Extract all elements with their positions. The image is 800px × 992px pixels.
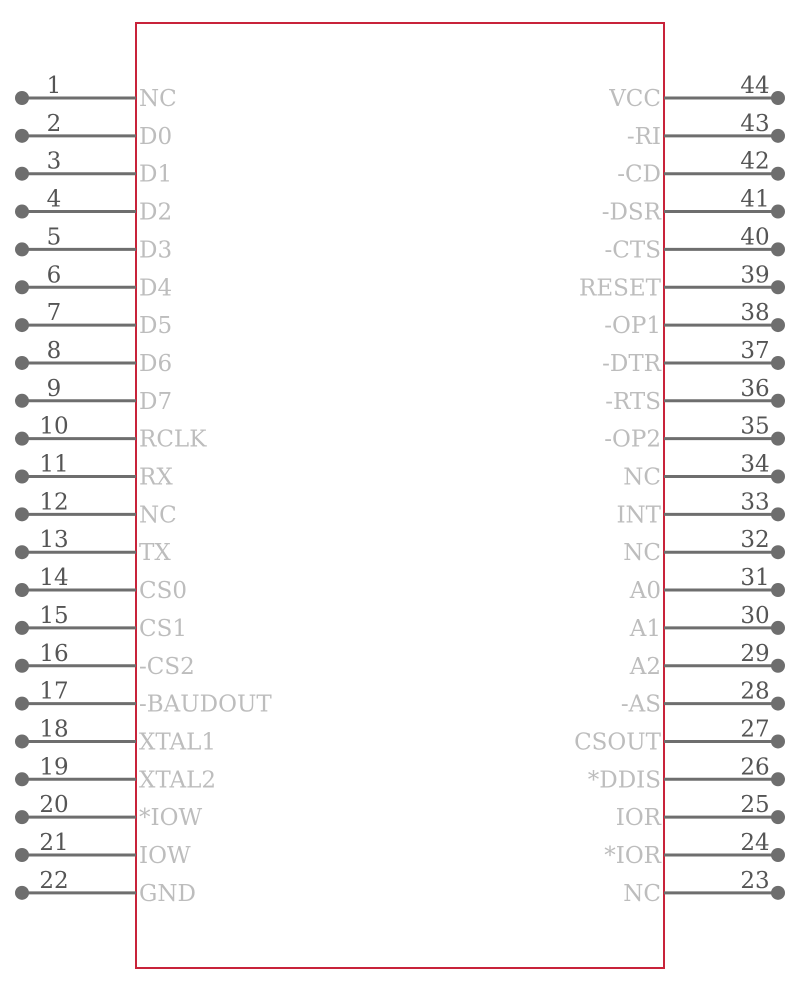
- pin-number: 38: [740, 300, 770, 327]
- pin-23: [623, 868, 785, 907]
- pin-name: D2: [139, 199, 173, 226]
- pin-name: NC: [623, 464, 661, 491]
- pin-number: 5: [46, 224, 62, 251]
- pin-18: [15, 716, 216, 755]
- pin-25: [616, 792, 785, 831]
- pin-name: D5: [139, 313, 173, 340]
- pin-endpoint[interactable]: [771, 318, 785, 332]
- pin-26: [588, 754, 785, 793]
- pin-endpoint[interactable]: [771, 621, 785, 635]
- pin-endpoint[interactable]: [15, 470, 29, 484]
- pin-36: [605, 376, 785, 415]
- pin-24: [604, 830, 785, 869]
- pin-31: [629, 565, 785, 604]
- pin-number: 3: [46, 148, 62, 175]
- pin-name: NC: [623, 540, 661, 567]
- pin-1: [15, 73, 177, 112]
- pin-38: [604, 300, 785, 339]
- pin-17: [15, 679, 272, 718]
- pin-number: 15: [39, 602, 69, 629]
- pin-number: 26: [740, 754, 770, 781]
- pin-number: 9: [46, 375, 62, 402]
- pin-22: [15, 868, 196, 907]
- pin-11: [15, 452, 173, 491]
- pin-name: -AS: [620, 691, 661, 718]
- pin-9: [15, 376, 172, 415]
- pin-40: [605, 224, 785, 263]
- pin-endpoint[interactable]: [15, 659, 29, 673]
- pin-name: RCLK: [139, 426, 207, 453]
- pin-number: 16: [39, 640, 69, 667]
- pin-34: [623, 452, 785, 491]
- pin-name: IOW: [139, 843, 191, 869]
- pin-number: 22: [39, 867, 69, 894]
- pin-number: 13: [39, 527, 69, 554]
- pin-20: [15, 792, 202, 831]
- pin-name: -OP1: [604, 313, 661, 340]
- pin-number: 30: [740, 602, 770, 629]
- pin-name: INT: [616, 502, 661, 529]
- pin-number: 4: [46, 186, 62, 213]
- pin-endpoint[interactable]: [15, 432, 29, 446]
- pin-name: CS0: [139, 578, 187, 605]
- pin-number: 14: [39, 565, 69, 592]
- pin-name: NC: [139, 86, 177, 112]
- pin-endpoint[interactable]: [771, 129, 785, 143]
- pin-name: *DDIS: [587, 767, 661, 794]
- pin-endpoint[interactable]: [15, 91, 29, 105]
- pin-endpoint[interactable]: [15, 697, 29, 711]
- pin-7: [15, 300, 172, 339]
- pin-endpoint[interactable]: [15, 318, 29, 332]
- pin-number: 42: [740, 148, 770, 175]
- pin-number: 33: [740, 489, 770, 516]
- pin-endpoint[interactable]: [771, 848, 785, 862]
- pin-number: 1: [46, 73, 62, 99]
- pin-33: [616, 489, 785, 528]
- pin-endpoint[interactable]: [771, 432, 785, 446]
- pin-number: 36: [740, 375, 770, 402]
- pin-number: 23: [740, 867, 770, 894]
- pin-name: D0: [139, 123, 173, 150]
- pin-number: 39: [740, 262, 770, 289]
- pin-number: 8: [46, 337, 62, 364]
- pin-number: 41: [740, 186, 770, 213]
- pin-name: *IOR: [604, 843, 661, 869]
- pin-28: [621, 679, 785, 718]
- pin-endpoint[interactable]: [771, 91, 785, 105]
- pin-number: 43: [740, 110, 770, 137]
- pin-endpoint[interactable]: [771, 810, 785, 824]
- pin-endpoint[interactable]: [771, 280, 785, 294]
- pin-32: [623, 527, 785, 566]
- pin-number: 44: [740, 73, 770, 99]
- pin-name: A2: [629, 653, 661, 680]
- pin-2: [15, 111, 172, 150]
- component-body: [136, 23, 664, 968]
- pin-30: [629, 603, 785, 642]
- pin-name: RX: [139, 464, 173, 491]
- pin-37: [602, 338, 785, 377]
- pin-29: [629, 641, 785, 680]
- pin-42: [617, 149, 785, 188]
- pin-endpoint[interactable]: [771, 659, 785, 673]
- pin-name: VCC: [609, 86, 661, 112]
- pin-number: 17: [39, 678, 69, 705]
- pin-endpoint[interactable]: [15, 772, 29, 786]
- pin-name: -BAUDOUT: [139, 691, 272, 718]
- pin-10: [15, 414, 207, 453]
- pin-endpoint[interactable]: [771, 734, 785, 748]
- pin-6: [15, 262, 172, 301]
- pin-endpoint[interactable]: [15, 848, 29, 862]
- pin-endpoint[interactable]: [15, 356, 29, 370]
- pin-21: [15, 830, 191, 869]
- pin-endpoint[interactable]: [771, 583, 785, 597]
- pin-endpoint[interactable]: [771, 394, 785, 408]
- pin-number: 18: [39, 716, 69, 743]
- pin-endpoint[interactable]: [771, 167, 785, 181]
- pin-number: 6: [46, 262, 62, 289]
- pin-name: D1: [139, 161, 173, 188]
- pin-name: NC: [139, 502, 177, 529]
- pin-name: TX: [139, 540, 171, 567]
- pin-name: NC: [623, 880, 661, 907]
- pin-name: A1: [629, 615, 661, 642]
- pin-endpoint[interactable]: [15, 167, 29, 181]
- pin-16: [15, 641, 195, 680]
- pin-number: 11: [39, 451, 69, 478]
- pin-number: 34: [740, 451, 770, 478]
- pin-number: 40: [740, 224, 770, 251]
- pin-number: 24: [740, 830, 770, 856]
- pin-name: A0: [629, 578, 661, 605]
- pin-name: -CS2: [139, 653, 195, 680]
- pin-endpoint[interactable]: [771, 886, 785, 900]
- pin-44: [608, 73, 785, 112]
- pin-endpoint[interactable]: [15, 242, 29, 256]
- pin-name: -RTS: [605, 388, 661, 415]
- pin-name: -CD: [617, 161, 661, 188]
- pin-endpoint[interactable]: [771, 697, 785, 711]
- pin-number: 7: [46, 300, 62, 327]
- pin-endpoint[interactable]: [15, 810, 29, 824]
- pin-name: -DTR: [602, 350, 661, 377]
- pin-endpoint[interactable]: [771, 356, 785, 370]
- pin-14: [15, 565, 187, 604]
- pin-name: *IOW: [139, 805, 203, 832]
- pin-35: [604, 414, 785, 453]
- pin-name: XTAL1: [139, 729, 216, 756]
- pin-number: 35: [740, 413, 770, 440]
- pin-39: [579, 262, 785, 301]
- pin-endpoint[interactable]: [771, 507, 785, 521]
- pin-name: -DSR: [601, 199, 661, 226]
- pin-endpoint[interactable]: [771, 470, 785, 484]
- pin-number: 32: [740, 527, 770, 554]
- pin-4: [15, 187, 172, 226]
- pin-number: 29: [740, 640, 770, 667]
- pin-19: [15, 754, 216, 793]
- pin-number: 21: [39, 830, 69, 856]
- pin-name: IOR: [615, 805, 661, 832]
- pin-number: 27: [740, 716, 770, 743]
- pin-13: [15, 527, 171, 566]
- pin-number: 37: [740, 337, 770, 364]
- pin-name: RESET: [579, 275, 661, 302]
- pin-name: XTAL2: [139, 767, 216, 794]
- pin-5: [15, 224, 172, 263]
- pin-27: [574, 716, 785, 755]
- pin-43: [627, 111, 785, 150]
- pin-number: 2: [46, 110, 62, 137]
- pin-name: CSOUT: [574, 729, 661, 756]
- left-pin-column: [15, 73, 272, 907]
- pin-endpoint[interactable]: [15, 280, 29, 294]
- pin-name: -RI: [626, 123, 661, 150]
- pin-endpoint[interactable]: [15, 621, 29, 635]
- pin-number: 20: [39, 792, 69, 819]
- pin-endpoint[interactable]: [771, 772, 785, 786]
- pin-endpoint[interactable]: [15, 129, 29, 143]
- pin-15: [15, 603, 187, 642]
- pin-8: [15, 338, 172, 377]
- pin-endpoint[interactable]: [15, 734, 29, 748]
- pin-number: 25: [740, 792, 770, 819]
- pin-endpoint[interactable]: [15, 545, 29, 559]
- pin-name: -OP2: [604, 426, 661, 453]
- pin-12: [15, 489, 177, 528]
- pin-41: [602, 187, 785, 226]
- pin-number: 28: [740, 678, 770, 705]
- pin-endpoint[interactable]: [771, 205, 785, 219]
- pin-number: 19: [39, 754, 69, 781]
- pin-endpoint[interactable]: [15, 507, 29, 521]
- pin-number: 31: [740, 565, 770, 592]
- pin-endpoint[interactable]: [771, 242, 785, 256]
- pin-name: -CTS: [604, 237, 661, 264]
- pin-endpoint[interactable]: [15, 205, 29, 219]
- pin-endpoint[interactable]: [15, 886, 29, 900]
- right-pin-column: [574, 73, 785, 907]
- pin-name: CS1: [139, 615, 187, 642]
- pin-number: 10: [39, 413, 69, 440]
- pin-endpoint[interactable]: [15, 583, 29, 597]
- pin-name: D6: [139, 350, 173, 377]
- pin-3: [15, 149, 172, 188]
- pin-name: D7: [139, 388, 173, 415]
- pin-number: 12: [39, 489, 69, 516]
- pin-endpoint[interactable]: [771, 545, 785, 559]
- pin-endpoint[interactable]: [15, 394, 29, 408]
- pin-name: D3: [139, 237, 173, 264]
- pin-name: D4: [139, 275, 173, 302]
- pin-name: GND: [139, 880, 196, 907]
